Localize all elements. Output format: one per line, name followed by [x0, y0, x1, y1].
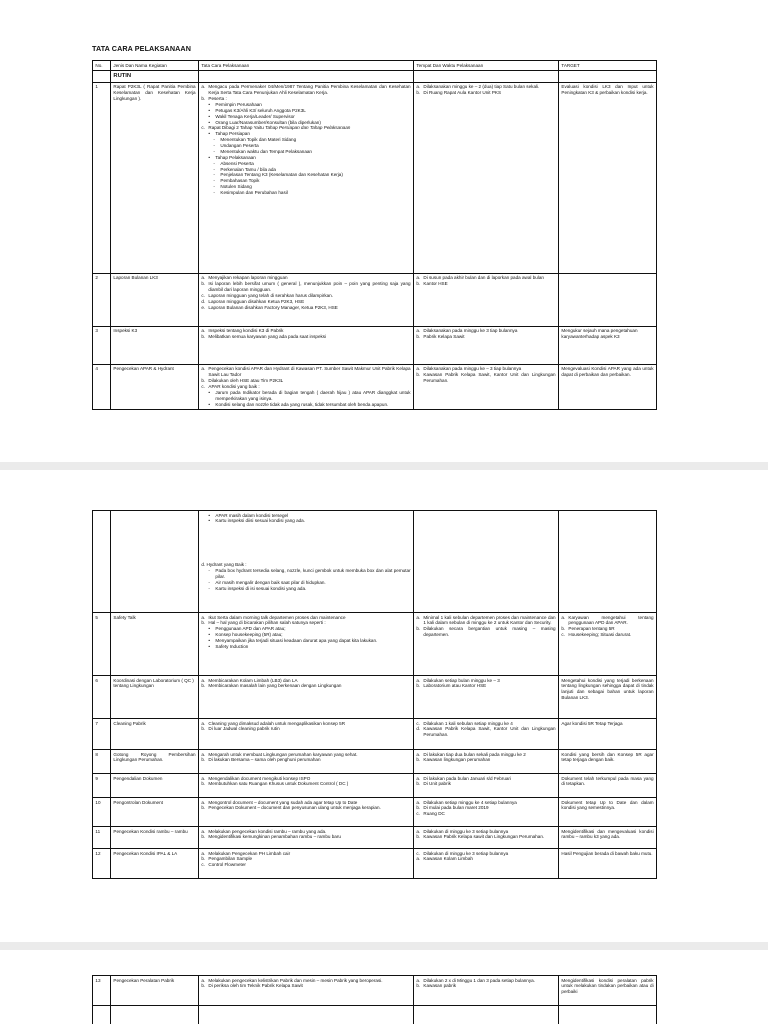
apar-check-item: Jarum pada Indikator berada di bagian tengah ( daerah hijau ) atau APAR dianggkat untuk memperkirakan yang isinya.: [215, 389, 411, 401]
procedure-cell: a. Ikut Serta dalam morning talk departemen proses dan maintenance b. Hal – hal yang di bicarakan pilihan salah satunya seperti : • Penggunaan APD dan APAR atau; • Konsep housekeeping (5R) atau; • Menyampaikan jika terjadi situasi keadaan darurat apa yang dapat kita lakukan. • Safety Induction: [199, 613, 414, 676]
place-time-item: Laboratorium atau Kantor HSE: [423, 683, 487, 689]
place-time-cell: a. Dilaksanakan pada minggu ke – 3 tiap bulannya b. Kawasan Pabrik Kelapa Sawit, Kantor Unit dan Lingkungan Perumahan.: [414, 364, 559, 409]
table-row: [93, 676, 657, 719]
place-time-item: Dilakukan 1 kali sebulan setiap minggu ke 4: [423, 720, 513, 726]
place-time-item: Dilaksanakan pada minggu ke 3 tiap bulannya: [423, 328, 518, 334]
procedure-item: Isi laporan lebih bersifat umum ( general ), menunjukkan poin – poin yang penting saja yang diambil dari laporan mingguan.: [208, 281, 411, 292]
document-page-3: [0, 950, 768, 1024]
target-cell: Mengidentifikasi kondisi peralatan pabrik untuk melakukan tindakan perbaikan atau di perbaiki: [559, 976, 657, 1006]
place-time-item: Pabrik Kelapa Sawit: [423, 334, 465, 340]
procedure-item: Mengidentifikasi kemungkinan penambahan rambu – rambu baru: [208, 834, 341, 840]
activity-name: Pengecekan Peralatan Pabrik: [111, 976, 199, 1006]
stage-step: Absensi Peserta: [220, 160, 254, 166]
target-cell: Mengevaluasi Kondisi APAR yang ada untuk dapat di perbaikan dan perbaikan.: [559, 364, 657, 409]
procedure-cell: a. Inspeksi tentang kondisi K3 di Pabrik b. Melibatkan semua karyawan yang ada pada saat inspeksi: [199, 326, 414, 364]
place-time-item: Di Unit pabrik: [423, 781, 451, 787]
row-number: 10: [93, 798, 111, 827]
procedure-cell: a. Mengarah untuk membuat Lingkungan perumahan karyawan yang sehat. b. Di lakukan Bersama – sama oleh penghuni perumahan: [199, 750, 414, 774]
procedure-item: Menyajikan rekapan laporan mingguan: [208, 275, 288, 281]
procedure-item: Dilakukan oleh HSE atau Tim P2K3L: [208, 378, 284, 383]
document-title: TATA CARA PELAKSANAAN: [92, 44, 191, 53]
place-time-cell: a. Dilaksanakan pada minggu ke 3 tiap bulannya b. Pabrik Kelapa Sawit: [414, 326, 559, 364]
row-number: 6: [93, 676, 111, 719]
row-number: 9: [93, 774, 111, 798]
row-number: 12: [93, 849, 111, 879]
topic-item: Konsep housekeeping (5R) atau;: [215, 632, 283, 638]
place-time-item: Kawasan Pabrik Kelapa sawit dan Lingkungan Perumahan.: [423, 834, 545, 840]
place-time-item: Di Ruang Rapat Aula Kantor Unit PKS: [423, 90, 502, 96]
procedure-cell: a. Mengacu pada Permenaker 04/Men/1987 Tentang Panitia Pembina Keselamatan dan Kesehatan Kerja Serta Tata Cara Penunjukan Ahli Keselamatan Kerja. b. Peserta : • Pemimpin Perusahaan • Petugas K3/Ahli K3/ seluruh Anggota P2K3L • Wakil Tenaga Kerja/Leader/ Supervisor • Orang Luar/Narasumber/Konsultan (bila diperlukan) c. Rapat Dibagi 2 Tahap Yaitu Tahap Persiapan dan Tahap Pelaksanaan • Tahap Persiapan - Menentukan Topik dan Materi Sidang - Undangan Peserta - Menentukan waktu dan Tempat Pelaksanaan • Tahap Pelaksanaan - Absensi Peserta - Perkenalan Tamu / bila ada - Penjelasan Tentang K3 (Keselamatan dan Kesehatan Kerja) - Pembahasan Topik - Notulen Sidang - Kesimpulan dan Perubahan hasil: [199, 82, 414, 273]
target-item: Penerapan tentang 5R: [568, 626, 615, 632]
procedure-item-italic: Tahap Persiapan dan Tahap Pelaksanaan: [265, 125, 351, 131]
procedure-cell: a. Mengontrol document – document yang sudah ada agar tetap Up to Date b. Pengecekan Dokument – document dan penyusunan ulang untuk menjaga kerapian.: [199, 798, 414, 827]
target-cell: Kondisi yang bersih dan Konsep 5R agar tetap terjaga dengan baik.: [559, 750, 657, 774]
procedure-item: Pengecekan kondisi APAR dan Hydrant di Kawasan PT. Sumber Sawit Makmur Unit Pabrik Kelapa Sawit Lau Tador: [208, 366, 411, 378]
place-time-item: Kawasan lingkungan perumahan: [423, 757, 491, 763]
table-row: [93, 798, 657, 827]
place-time-cell: a. Di lakukan tiap dua bulan sekali pada minggu ke 2 b. Kawasan lingkungan perumahan: [414, 750, 559, 774]
procedure-cell: a. Melakukan pengecekan kelistrikan Pabrik dan mesin – mesin Pabrik yang beroperasi. b. Di periksa oleh tim Teknik Pabrik Kelapa Sawit: [199, 976, 414, 1006]
row-number: 3: [93, 326, 111, 364]
table-row: [93, 849, 657, 879]
procedure-cell: a. Mengendalikan document mengikuti konsep ISPO b. Membutuhkan satu Ruangan Khusus untuk Dokument Control ( DC ): [199, 774, 414, 798]
stage-step: Kesimpulan dan Perubahan hasil: [220, 190, 288, 195]
place-time-item: Di lakukan tiap dua bulan sekali pada minggu ke 2: [423, 751, 526, 757]
participant-item: Wakil Tenaga Kerja/Leader/ Supervisor: [215, 113, 295, 119]
apar-check-item: Kondisi selang dan nozzle tidak ada yang rusak, tidak tersumbat oleh benda apapun.: [215, 401, 389, 407]
procedure-cell: a. Melakukan Pengecekan PH Limbah cair b. Pengambilan Sample c. Control Flowmeter: [199, 849, 414, 879]
procedure-item: Hal – hal yang di bicarakan pilihan salah satunya seperti :: [208, 620, 326, 626]
procedure-item: Mengarah untuk membuat Lingkungan perumahan karyawan yang sehat.: [208, 751, 358, 757]
activity-name: Cleaning Pabrik: [111, 719, 199, 750]
procedure-item: Melibatkan semua karyawan yang ada pada saat inspeksi: [208, 334, 327, 340]
procedure-item: Membutuhkan satu Ruangan Khusus untuk Dokument Control ( DC ): [208, 781, 349, 787]
target-item: Housekeeping; Situasi darurat.: [568, 632, 632, 638]
procedure-item: Mengacu pada Permenaker 04/Men/1987 Tentang Panitia Pembina Keselamatan dan Kesehatan Kerja Serta Tata Cara Penunjukan Ahli Keselamatan Kerja.: [208, 84, 411, 96]
hydrant-check-item: Pada box hydrant tersedia selang, nozzle, kunci gembok untuk membuka box dan alat pemutar pilar.: [215, 568, 411, 580]
procedure-cell: a. Melakukan pengecekan kondisi rambu – rambu yang ada. b. Mengidentifikasi kemungkinan penambahan rambu – rambu baru: [199, 827, 414, 849]
place-time-item: Kantor HSE: [423, 281, 448, 287]
procedure-item: Laporan Bulanan disahkan Factory Manager, Ketua P2K3, HSE: [208, 304, 338, 310]
procedure-item: Di lakukan Bersama – sama oleh penghuni perumahan: [208, 757, 321, 763]
procedure-item: Melakukan Pengecekan PH Limbah cair: [208, 850, 291, 856]
row-number: 8: [93, 750, 111, 774]
table-row: [93, 82, 657, 273]
participant-item: Orang Luar/Narasumber/Konsultan (bila diperlukan): [215, 119, 321, 125]
header-jenis: Jenis Dan Nama Kegiatan: [111, 61, 199, 71]
place-time-cell: a. Dilakukan di minggu ke 3 setiap bulannya b. Kawasan Pabrik Kelapa sawit dan Lingkungan Perumahan.: [414, 827, 559, 849]
row-number: 5: [93, 613, 111, 676]
document-page-2: [0, 470, 768, 942]
topic-item: Menyampaikan jika terjadi situasi keadaan darurat apa yang dapat kita lakukan.: [215, 638, 378, 644]
place-time-item: Dilakukan 2 x di Minggu 1 dan 3 pada setiap bulannya.: [423, 977, 535, 983]
section-row: [93, 71, 657, 83]
row-number: 1: [93, 82, 111, 273]
procedure-item: Melakukan pengecekan kondisi rambu – rambu yang ada.: [208, 828, 327, 834]
place-time-item: Dilaksanakan minggu ke – 2 (dua) tiap Satu bulan sekali.: [423, 84, 540, 90]
target-cell: Evaluasi kondisi LK3 dan Input untuk Peningkatan K3 & perbaikan kondisi kerja.: [559, 82, 657, 273]
procedure-item: Pengecekan Dokument – document dan penyusunan ulang untuk menjaga kerapian.: [208, 805, 381, 811]
topic-item: Safety Induction: [215, 643, 249, 649]
apar-check-item: APAR masih dalam kondisi tersegel: [215, 512, 289, 518]
place-time-cell: c. Dilakukan di minggu ke 3 setiap bulannya a. Kawasan Kolam Limbah: [414, 849, 559, 879]
target-cell: [559, 273, 657, 326]
procedure-item: Control Flowmeter: [208, 862, 246, 868]
table-row: [93, 613, 657, 676]
table-row: [93, 827, 657, 849]
activity-name: Pengendalian Dokumen: [111, 774, 199, 798]
procedure-item: Mengontrol document – document yang sudah ada agar tetap Up to Date: [208, 799, 358, 805]
participant-item: Petugas K3/Ahli K3/ seluruh Anggota P2K3L: [215, 107, 306, 113]
activity-name: Inspeksi K3: [111, 326, 199, 364]
activity-name: Pengecekan Kondisi rambu – rambu: [111, 827, 199, 849]
procedure-table-page-1: [92, 60, 657, 410]
stage-item: Tahap Persiapan: [215, 131, 250, 137]
stage-step: Menentukan Topik dan Materi Sidang: [220, 137, 297, 143]
procedure-item: Melakukan pengecekan kelistrikan Pabrik dan mesin – mesin Pabrik yang beroperasi.: [208, 977, 383, 983]
stage-step: Menentukan waktu dan Tempat Pelaksanaan: [220, 148, 312, 154]
procedure-cell: • APAR masih dalam kondisi tersegel • Kartu inspeksi diisi sesuai kondisi yang ada. d. Hydrant yang Baik : - Pada box hydrant tersedia selang, nozzle, kunci gembok untuk membuka box dan alat pemutar pilar. - Air masih mengalir dengan baik saat pilar di hidupkan. - Kartu inspeksi di isi sesuai kondisi yang ada.: [199, 511, 414, 613]
participant-item: Pemimpin Perusahaan: [215, 101, 262, 107]
hydrant-heading: d. Hydrant yang Baik :: [201, 562, 247, 568]
target-cell: Hasil Pengujian berada di bawah baku mutu.: [559, 849, 657, 879]
procedure-item: Peserta :: [208, 96, 227, 101]
row-number: 11: [93, 827, 111, 849]
procedure-item: Pengambilan Sample: [208, 856, 253, 862]
stage-step: Notulen Sidang: [220, 184, 252, 190]
procedure-item: Ikut Serta dalam morning talk departemen proses dan maintenance: [208, 614, 346, 620]
table-header-row: [93, 61, 657, 71]
procedure-item: Membicarakan masalah lain yang berkenaan dengan Lingkungan: [208, 683, 342, 689]
place-time-cell: a. Dilakukan setiap bulan minggu ke – 3 b. Laboratorium atau Kantor HSE: [414, 676, 559, 719]
table-row: [93, 774, 657, 798]
place-time-item: Kawasan Pabrik Kelapa Sawit, Kantor Unit dan Lingkungan Perumahan.: [423, 372, 556, 383]
header-no: No.: [93, 61, 111, 71]
procedure-cell: a. Menyajikan rekapan laporan mingguan b. Isi laporan lebih bersifat umum ( general ), menunjukkan poin – poin yang penting saja yang diambil dari laporan mingguan. c. Laporan mingguan yang telah di serahkan harus dilampirkan. d. Laporan mingguan disahkan Ketua P2K3, HSE e. Laporan Bulanan disahkan Factory Manager, Ketua P2K3, HSE: [199, 273, 414, 326]
row-number: 13: [93, 976, 111, 1006]
table-row-empty: [93, 1006, 657, 1024]
procedure-item: Membicarakan Kolam Limbah (LB3) dan LA: [208, 677, 298, 683]
place-time-cell: a. Di lakukan pada bulan Januari s/d Februari b. Di Unit pabrik: [414, 774, 559, 798]
place-time-cell: c. Dilakukan 1 kali sebulan setiap minggu ke 4 d. Kawasan Pabrik Kelapa Sawit, Kantor Unit dan Lingkungan Perumahan.: [414, 719, 559, 750]
place-time-item: Di susun pada akhir bulan dan di laporkan pada awal bulan: [423, 275, 544, 281]
hydrant-check-item: Air masih mengalir dengan baik saat pilar di hidupkan.: [215, 579, 326, 585]
activity-name: Pengontrolan Dokument: [111, 798, 199, 827]
procedure-table-page-2: [92, 510, 657, 879]
procedure-item: Di periksa oleh tim Teknik Pabrik Kelapa Sawit: [208, 983, 303, 989]
document-page-1: [0, 0, 768, 462]
procedure-cell: a. Membicarakan Kolam Limbah (LB3) dan LA b. Membicarakan masalah lain yang berkenaan dengan Lingkungan: [199, 676, 414, 719]
table-row: [93, 273, 657, 326]
table-row: [93, 750, 657, 774]
place-time-item: Kawasan Kolam Limbah: [423, 856, 473, 862]
procedure-item: Cleaning yang dimaksud adalah untuk mengaplikasikan konsep 5R: [208, 720, 346, 726]
target-cell: Mengukur sejauh mana pengetahuan karyawanterhadap aspek K3: [559, 326, 657, 364]
table-row: [93, 976, 657, 1006]
place-time-cell: a. Di susun pada akhir bulan dan di laporkan pada awal bulan b. Kantor HSE: [414, 273, 559, 326]
target-cell: Mengetahui kondisi yang terjadi berkenaan tentang lingkungan sehingga dapat di tindak lanjuti dan sebagai bahan untuk laporan Bulanan LK3.: [559, 676, 657, 719]
header-target: TARGET: [559, 61, 657, 71]
place-time-item: Dilaksanakan pada minggu ke – 3 tiap bulannya: [423, 366, 522, 372]
procedure-cell: a. Cleaning yang dimaksud adalah untuk mengaplikasikan konsep 5R b. Di luar Jadwal cleaning pabrik rutin: [199, 719, 414, 750]
header-tata-cara: Tata Cara Pelaksanaan: [199, 61, 414, 71]
target-cell: Dokument telah terkumpul pada masa yang di tetapkan.: [559, 774, 657, 798]
place-time-item: Di mulai pada bulan maret 2019: [423, 805, 489, 811]
table-row: [93, 364, 657, 409]
activity-name: Pengecekan APAR & Hydrant: [111, 364, 199, 409]
target-cell: Mengidentifikasi dan mengevaluasi kondisi rambu – rambu k3 yang ada.: [559, 827, 657, 849]
activity-name: Koordinasi dengan Laboratorium ( QC ) tentang Lingkungan: [111, 676, 199, 719]
procedure-item: Mengendalikan document mengikuti konsep ISPO: [208, 775, 311, 781]
target-cell: Agar kondisi 5R Tetap Terjaga: [559, 719, 657, 750]
hydrant-check-item: Kartu inspeksi di isi sesuai kondisi yang ada.: [215, 585, 307, 591]
target-item: Karyawan mengetahui tentang penggunaan APD dan APAR.: [568, 614, 654, 626]
header-tempat-waktu: Tempat Dan Waktu Pelaksanaan: [414, 61, 559, 71]
activity-name: Laporan Bulanan LK3: [111, 273, 199, 326]
place-time-item: Dilakukan di minggu ke 3 setiap bulannya: [423, 850, 509, 856]
section-label: RUTIN: [111, 71, 199, 83]
stage-step: Undangan Peserta: [220, 143, 259, 148]
stage-step: Pembahasan Topik: [220, 178, 260, 184]
stage-item: Tahap Pelaksanaan: [215, 154, 256, 160]
topic-item: Penggunaan APD dan APAR atau;: [215, 626, 286, 632]
place-time-cell: a. Dilaksanakan minggu ke – 2 (dua) tiap Satu bulan sekali. b. Di Ruang Rapat Aula Kantor Unit PKS: [414, 82, 559, 273]
place-time-item: Ruang DC: [423, 811, 445, 817]
place-time-item: Kawasan pabrik: [423, 983, 457, 989]
stage-step: Penjelasan Tentang K3 (Keselamatan dan Kesehatan Kerja): [220, 172, 343, 178]
procedure-cell: a. Pengecekan kondisi APAR dan Hydrant di Kawasan PT. Sumber Sawit Makmur Unit Pabrik Kelapa Sawit Lau Tador b. Dilakukan oleh HSE atau Tim P2K3L c. APAR kondisi yang baik : • Jarum pada Indikator berada di bagian tengah ( daerah hijau ) atau APAR dianggkat untuk memperkirakan yang isinya. • Kondisi selang dan nozzle tidak ada yang rusak, tidak tersumbat oleh benda apapun.: [199, 364, 414, 409]
place-time-item: Dilakukan di minggu ke 3 setiap bulannya: [423, 828, 509, 834]
procedure-table-page-3: [92, 975, 657, 1024]
procedure-item: Laporan mingguan disahkan Ketua P2K3, HSE: [208, 298, 305, 304]
procedure-item: Laporan mingguan yang telah di serahkan harus dilampirkan.: [208, 292, 334, 298]
place-time-item: Dilakukan secara bergantian untuk masing – masing departemen.: [423, 626, 556, 638]
row-number: 7: [93, 719, 111, 750]
row-number: 4: [93, 364, 111, 409]
target-cell: Dokument tetap Up to Date dan dalam kondisi yang semestinnya.: [559, 798, 657, 827]
activity-name: Gotong Royong Pembersihan Lingkungan Perumahan.: [111, 750, 199, 774]
procedure-item: Rapat Dibagi 2 Tahap Yaitu: [208, 125, 266, 131]
target-cell: a. Karyawan mengetahui tentang penggunaan APD dan APAR. b. Penerapan tentang 5R c. Housekeeping; Situasi darurat.: [559, 613, 657, 676]
table-row-continued: [93, 511, 657, 613]
procedure-item: Inspeksi tentang kondisi K3 di Pabrik: [208, 328, 284, 334]
place-time-item: Dilakukan setiap minggu ke 4 setiap bulannya: [423, 799, 517, 805]
place-time-cell: a. Dilakukan 2 x di Minggu 1 dan 3 pada setiap bulannya. b. Kawasan pabrik: [414, 976, 559, 1006]
activity-name: Rapat P2K3L ( Rapat Panitia Pembina Keselamatan dan Kesehatan Kerja Lingkungan ).: [111, 82, 199, 273]
place-time-cell: a. Minimal 1 kali sebulan departemen proses dan maintenance dan 1 kali dalam sebulan di minggu ke 2 untuk Kantor dan Security. b. Dilakukan secara bergantian untuk masing – masing departemen.: [414, 613, 559, 676]
procedure-item: Di luar Jadwal cleaning pabrik rutin: [208, 726, 280, 732]
place-time-cell: a. Dilakukan setiap minggu ke 4 setiap bulannya b. Di mulai pada bulan maret 2019 c. Ruang DC: [414, 798, 559, 827]
procedure-item: APAR kondisi yang baik :: [208, 383, 260, 389]
table-row: [93, 719, 657, 750]
activity-name: Safety Talk: [111, 613, 199, 676]
stage-step: Perkenalan Tamu / bila ada: [220, 166, 276, 172]
activity-name: Pengecekan Kondisi IPAL & LA: [111, 849, 199, 879]
apar-check-item: Kartu inspeksi diisi sesuai kondisi yang ada.: [215, 518, 306, 524]
place-time-item: Dilakukan setiap bulan minggu ke – 3: [423, 677, 500, 683]
row-number: 2: [93, 273, 111, 326]
table-row: [93, 326, 657, 364]
place-time-item: Di lakukan pada bulan Januari s/d Februari: [423, 775, 511, 781]
place-time-item: Kawasan Pabrik Kelapa Sawit, Kantor Unit dan Lingkungan Perumahan.: [423, 726, 556, 738]
place-time-item: Minimal 1 kali sebulan departemen proses dan maintenance dan 1 kali dalam sebulan di minggu ke 2 untuk Kantor dan Security.: [423, 614, 556, 626]
